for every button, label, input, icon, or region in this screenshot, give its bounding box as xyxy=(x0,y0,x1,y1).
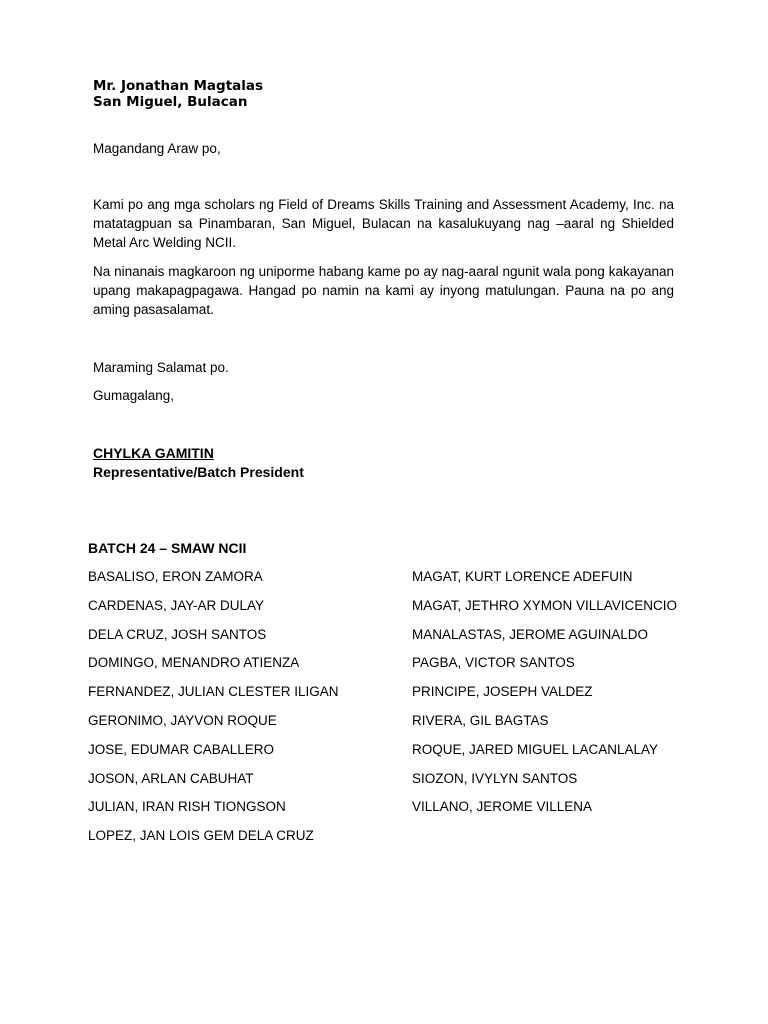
signer-name: CHYLKA GAMITIN xyxy=(93,445,214,461)
signature-block xyxy=(93,444,304,482)
roster-entry: BASALISO, ERON ZAMORA xyxy=(88,569,263,584)
roster-entry: MAGAT, KURT LORENCE ADEFUIN xyxy=(412,569,633,584)
roster-entry: CARDENAS, JAY-AR DULAY xyxy=(88,597,265,613)
roster-entry: RIVERA, GIL BAGTAS xyxy=(412,712,549,728)
roster-entry: SIOZON, IVYLYN SANTOS xyxy=(412,770,578,786)
roster-left-column xyxy=(88,568,339,856)
roster-title: BATCH 24 – SMAW NCII xyxy=(88,540,247,556)
roster-entry: MAGAT, JETHRO XYMON VILLAVICENCIO xyxy=(412,597,678,613)
signer-title: Representative/Batch President xyxy=(93,464,304,480)
closing-thanks: Maraming Salamat po. xyxy=(93,360,229,375)
roster-entry: PAGBA, VICTOR SANTOS xyxy=(412,655,575,671)
roster-entry: MANALASTAS, JEROME AGUINALDO xyxy=(412,626,649,642)
roster-entry: VILLANO, JEROME VILLENA xyxy=(412,799,593,815)
roster-entry: ROQUE, JARED MIGUEL LACANLALAY xyxy=(412,741,659,757)
roster-entry: DOMINGO, MENANDRO ATIENZA xyxy=(88,655,300,671)
roster-entry: PRINCIPE, JOSEPH VALDEZ xyxy=(412,684,593,700)
recipient-address: San Miguel, Bulacan xyxy=(93,94,248,110)
roster-entry: DELA CRUZ, JOSH SANTOS xyxy=(88,626,267,642)
greeting: Magandang Araw po, xyxy=(93,141,221,156)
roster-entry: GERONIMO, JAYVON ROQUE xyxy=(88,712,277,728)
roster-entry: JULIAN, IRAN RISH TIONGSON xyxy=(88,799,286,815)
recipient-block xyxy=(93,78,263,110)
roster-right-column xyxy=(412,568,677,827)
body-paragraph-2: Na ninanais magkaroon ng uniporme habang kame po ay nag-aaral ngunit wala pong kakayanan upang makapagpagawa. Hangad po namin na kami ay inyong matulungan. Pauna na po ang aming pasasalamat. xyxy=(93,264,674,317)
roster-entry: JOSON, ARLAN CABUHAT xyxy=(88,770,254,786)
recipient-name: Mr. Jonathan Magtalas xyxy=(93,78,264,94)
body-paragraph-1: Kami po ang mga scholars ng Field of Dreams Skills Training and Assessment Academy, Inc. na matatagpuan sa Pinambaran, San Miguel, Bulacan na kasalukuyang nag –aaral ng Shielded Metal Arc Welding NCII. xyxy=(93,197,674,250)
closing-valediction: Gumagalang, xyxy=(93,388,175,403)
roster-entry: JOSE, EDUMAR CABALLERO xyxy=(88,741,275,757)
roster-entry: FERNANDEZ, JULIAN CLESTER ILIGAN xyxy=(88,684,339,700)
roster-entry: LOPEZ, JAN LOIS GEM DELA CRUZ xyxy=(88,828,314,844)
